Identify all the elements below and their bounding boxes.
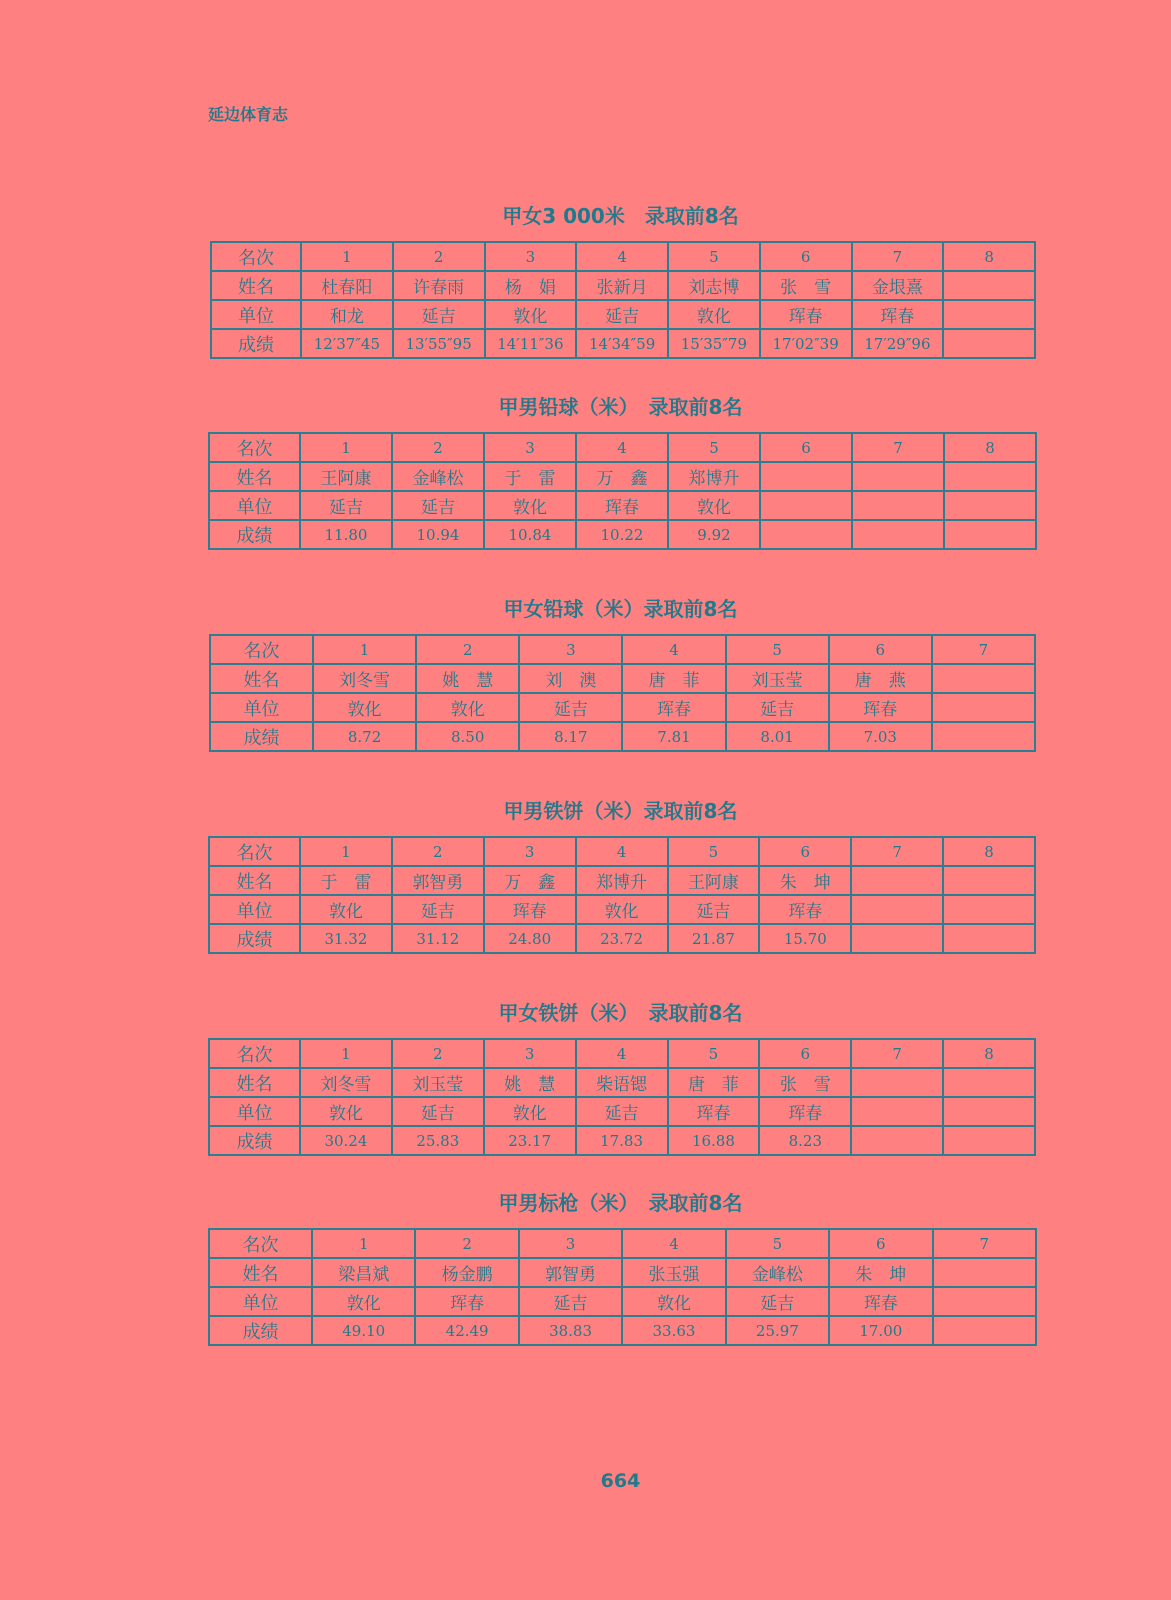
athlete-name-cell: 刘玉莹 [726,664,829,693]
athlete-name-cell: 张 雪 [760,271,852,300]
book-title: 延边体育志 [208,105,289,124]
unit-cell: 珲春 [829,693,932,722]
athlete-name-cell: 杜春阳 [301,271,393,300]
athlete-name-cell: 朱 坤 [759,866,851,895]
result-cell: 42.49 [415,1316,518,1345]
athlete-name-cell: 梁昌斌 [312,1258,415,1287]
rank-cell: 7 [851,1039,943,1068]
unit-cell: 延吉 [726,1287,829,1316]
athlete-name-cell: 金峰松 [392,462,484,491]
unit-cell: 珲春 [576,491,668,520]
athlete-name-cell [851,1068,943,1097]
rank-cell: 2 [416,635,519,664]
row-label: 成绩 [210,722,313,751]
rank-row [209,1229,1036,1258]
unit-cell: 珲春 [668,1097,760,1126]
result-cell: 7.81 [622,722,725,751]
athlete-name-cell: 许春雨 [393,271,485,300]
result-cell: 13′55″95 [393,329,485,358]
unit-cell: 敦化 [485,300,577,329]
athlete-name-cell: 郑博升 [668,462,760,491]
result-cell: 17′29″96 [852,329,944,358]
rank-cell: 3 [519,1229,622,1258]
rank-cell: 5 [668,433,760,462]
row-label: 名次 [209,433,300,462]
rank-cell: 2 [393,242,485,271]
row-label: 姓名 [209,1068,300,1097]
athlete-name-cell: 王阿康 [300,462,392,491]
result-cell: 10.84 [484,520,576,549]
result-cell [933,1316,1036,1345]
row-label: 单位 [211,300,301,329]
section-title: 甲女铅球（米）录取前8名 [503,597,738,621]
unit-cell: 延吉 [519,1287,622,1316]
result-cell: 11.80 [300,520,392,549]
result-cell [851,924,943,953]
athlete-name-cell: 张新月 [576,271,668,300]
result-cell: 25.83 [392,1126,484,1155]
unit-cell: 珲春 [759,895,851,924]
result-cell: 49.10 [312,1316,415,1345]
row-label: 单位 [209,1287,312,1316]
rank-cell: 7 [852,433,944,462]
unit-cell: 延吉 [726,693,829,722]
athlete-name-cell: 于 雷 [484,462,576,491]
rank-cell: 3 [485,242,577,271]
unit-cell: 敦化 [313,693,416,722]
unit-cell [943,300,1035,329]
results-table [208,1228,1037,1346]
rank-cell: 4 [576,1039,668,1068]
row-label: 姓名 [209,462,300,491]
results-table [208,1038,1036,1156]
result-cell: 30.24 [300,1126,392,1155]
unit-cell: 延吉 [576,1097,668,1126]
result-row [209,1126,1035,1155]
row-label: 姓名 [211,271,301,300]
result-cell [932,722,1035,751]
row-label: 成绩 [209,1316,312,1345]
name-row [209,462,1036,491]
result-cell: 24.80 [484,924,576,953]
result-cell: 21.87 [668,924,760,953]
result-cell: 7.03 [829,722,932,751]
athlete-name-cell: 刘志博 [668,271,760,300]
athlete-name-cell: 郭智勇 [392,866,484,895]
row-label: 名次 [209,1229,312,1258]
rank-cell: 6 [759,1039,851,1068]
unit-row [209,1097,1035,1126]
row-label: 单位 [209,491,300,520]
unit-cell: 珲春 [622,693,725,722]
unit-cell: 敦化 [622,1287,725,1316]
result-cell: 15′35″79 [668,329,760,358]
rank-row [209,433,1036,462]
rank-cell: 3 [484,837,576,866]
section-title: 甲男铁饼（米）录取前8名 [503,799,738,823]
athlete-name-cell [851,866,943,895]
result-cell: 23.17 [484,1126,576,1155]
results-table [208,432,1037,550]
result-cell: 33.63 [622,1316,725,1345]
result-cell [944,520,1036,549]
rank-cell: 4 [576,242,668,271]
result-cell: 8.01 [726,722,829,751]
row-label: 单位 [209,895,300,924]
result-row [209,924,1035,953]
result-cell: 31.12 [392,924,484,953]
unit-cell: 敦化 [484,1097,576,1126]
result-cell: 10.22 [576,520,668,549]
unit-cell: 敦化 [484,491,576,520]
athlete-name-cell: 王阿康 [668,866,760,895]
result-cell: 17.00 [829,1316,932,1345]
unit-row [209,895,1035,924]
result-cell: 15.70 [759,924,851,953]
unit-cell: 敦化 [668,491,760,520]
unit-row [210,693,1035,722]
rank-cell: 6 [829,635,932,664]
row-label: 姓名 [210,664,313,693]
result-cell: 9.92 [668,520,760,549]
rank-cell: 5 [726,635,829,664]
athlete-name-cell: 姚 慧 [484,1068,576,1097]
unit-cell [851,1097,943,1126]
athlete-name-cell: 朱 坤 [829,1258,932,1287]
result-cell: 14′34″59 [576,329,668,358]
athlete-name-cell: 金峰松 [726,1258,829,1287]
unit-cell: 敦化 [300,895,392,924]
unit-cell [851,895,943,924]
result-row [211,329,1035,358]
section-women-shot-put [0,594,1171,749]
row-label: 名次 [211,242,301,271]
unit-cell: 和龙 [301,300,393,329]
unit-cell: 珲春 [484,895,576,924]
athlete-name-cell [760,462,852,491]
unit-cell: 敦化 [300,1097,392,1126]
rank-cell: 5 [668,837,760,866]
result-cell: 23.72 [576,924,668,953]
rank-cell: 4 [622,635,725,664]
result-cell: 8.72 [313,722,416,751]
unit-cell: 珲春 [760,300,852,329]
rank-cell: 4 [622,1229,725,1258]
unit-cell: 珲春 [852,300,944,329]
result-row [210,722,1035,751]
rank-cell: 6 [829,1229,932,1258]
athlete-name-cell [943,866,1035,895]
unit-cell [943,895,1035,924]
section-women-3000m [0,201,1171,356]
unit-cell: 延吉 [300,491,392,520]
rank-cell: 7 [933,1229,1036,1258]
rank-cell: 1 [313,635,416,664]
result-cell: 17.83 [576,1126,668,1155]
rank-cell: 2 [392,433,484,462]
athlete-name-cell [943,1068,1035,1097]
row-label: 名次 [209,837,300,866]
results-table [209,634,1036,752]
rank-cell: 8 [944,433,1036,462]
athlete-name-cell: 万 鑫 [576,462,668,491]
row-label: 名次 [209,1039,300,1068]
result-cell: 31.32 [300,924,392,953]
rank-cell: 6 [759,837,851,866]
result-cell: 14′11″36 [485,329,577,358]
section-title: 甲男铅球（米） 录取前8名 [498,395,743,419]
athlete-name-cell: 刘玉莹 [392,1068,484,1097]
unit-cell: 延吉 [393,300,485,329]
result-cell: 8.50 [416,722,519,751]
athlete-name-cell: 金垠熹 [852,271,944,300]
page-number: 664 [600,1470,641,1492]
result-row [209,520,1036,549]
rank-cell: 5 [726,1229,829,1258]
result-cell: 17′02″39 [760,329,852,358]
result-cell: 12′37″45 [301,329,393,358]
name-row [209,1258,1036,1287]
name-row [209,866,1035,895]
athlete-name-cell: 杨金鹏 [415,1258,518,1287]
unit-cell: 敦化 [668,300,760,329]
section-men-discus [0,796,1171,951]
unit-cell: 敦化 [576,895,668,924]
unit-cell: 延吉 [392,895,484,924]
rank-cell: 4 [576,433,668,462]
row-label: 成绩 [209,924,300,953]
result-cell: 25.97 [726,1316,829,1345]
section-men-javelin [0,1188,1171,1343]
athlete-name-cell [933,1258,1036,1287]
section-title: 甲女3 000米 录取前8名 [502,204,739,228]
result-cell [943,1126,1035,1155]
athlete-name-cell: 刘冬雪 [300,1068,392,1097]
section-title: 甲女铁饼（米） 录取前8名 [498,1001,743,1025]
row-label: 单位 [209,1097,300,1126]
athlete-name-cell: 张玉强 [622,1258,725,1287]
row-label: 成绩 [211,329,301,358]
rank-cell: 7 [851,837,943,866]
unit-cell: 珲春 [829,1287,932,1316]
rank-cell: 8 [943,1039,1035,1068]
athlete-name-cell [932,664,1035,693]
rank-row [210,635,1035,664]
athlete-name-cell: 刘 澳 [519,664,622,693]
rank-cell: 1 [300,433,392,462]
result-cell [943,924,1035,953]
row-label: 成绩 [209,520,300,549]
unit-cell: 延吉 [519,693,622,722]
rank-cell: 1 [312,1229,415,1258]
unit-row [211,300,1035,329]
unit-row [209,491,1036,520]
rank-cell: 1 [300,837,392,866]
athlete-name-cell: 姚 慧 [416,664,519,693]
unit-cell: 敦化 [416,693,519,722]
athlete-name-cell [944,462,1036,491]
rank-cell: 3 [484,433,576,462]
name-row [211,271,1035,300]
result-cell [760,520,852,549]
unit-cell: 珲春 [759,1097,851,1126]
name-row [210,664,1035,693]
unit-cell: 延吉 [392,491,484,520]
rank-cell: 2 [415,1229,518,1258]
athlete-name-cell [943,271,1035,300]
rank-row [211,242,1035,271]
result-cell [851,1126,943,1155]
result-cell: 8.17 [519,722,622,751]
row-label: 成绩 [209,1126,300,1155]
rank-cell: 8 [943,837,1035,866]
section-men-shot-put [0,392,1171,547]
rank-cell: 3 [484,1039,576,1068]
rank-cell: 5 [668,242,760,271]
unit-cell: 敦化 [312,1287,415,1316]
rank-cell: 7 [932,635,1035,664]
result-row [209,1316,1036,1345]
row-label: 单位 [210,693,313,722]
result-cell: 8.23 [759,1126,851,1155]
name-row [209,1068,1035,1097]
result-cell: 38.83 [519,1316,622,1345]
row-label: 姓名 [209,1258,312,1287]
rank-cell: 3 [519,635,622,664]
athlete-name-cell: 张 雪 [759,1068,851,1097]
result-cell [943,329,1035,358]
athlete-name-cell [852,462,944,491]
unit-cell [852,491,944,520]
unit-cell [933,1287,1036,1316]
rank-cell: 1 [301,242,393,271]
unit-cell [932,693,1035,722]
rank-row [209,1039,1035,1068]
rank-cell: 6 [760,433,852,462]
results-table [210,241,1036,359]
unit-cell [944,491,1036,520]
rank-cell: 2 [392,837,484,866]
unit-cell: 延吉 [576,300,668,329]
section-women-discus [0,998,1171,1153]
rank-row [209,837,1035,866]
athlete-name-cell: 唐 菲 [622,664,725,693]
section-title: 甲男标枪（米） 录取前8名 [498,1191,743,1215]
rank-cell: 6 [760,242,852,271]
rank-cell: 7 [852,242,944,271]
row-label: 姓名 [209,866,300,895]
athlete-name-cell: 唐 菲 [668,1068,760,1097]
row-label: 名次 [210,635,313,664]
rank-cell: 1 [300,1039,392,1068]
athlete-name-cell: 郭智勇 [519,1258,622,1287]
unit-cell: 延吉 [668,895,760,924]
results-table [208,836,1036,954]
athlete-name-cell: 万 鑫 [484,866,576,895]
athlete-name-cell: 唐 燕 [829,664,932,693]
athlete-name-cell: 柴语锶 [576,1068,668,1097]
athlete-name-cell: 刘冬雪 [313,664,416,693]
rank-cell: 5 [668,1039,760,1068]
unit-cell [760,491,852,520]
result-cell: 16.88 [668,1126,760,1155]
rank-cell: 2 [392,1039,484,1068]
result-cell: 10.94 [392,520,484,549]
athlete-name-cell: 于 雷 [300,866,392,895]
athlete-name-cell: 郑博升 [576,866,668,895]
unit-row [209,1287,1036,1316]
rank-cell: 8 [943,242,1035,271]
unit-cell: 延吉 [392,1097,484,1126]
unit-cell: 珲春 [415,1287,518,1316]
rank-cell: 4 [576,837,668,866]
unit-cell [943,1097,1035,1126]
athlete-name-cell: 杨 娟 [485,271,577,300]
result-cell [852,520,944,549]
